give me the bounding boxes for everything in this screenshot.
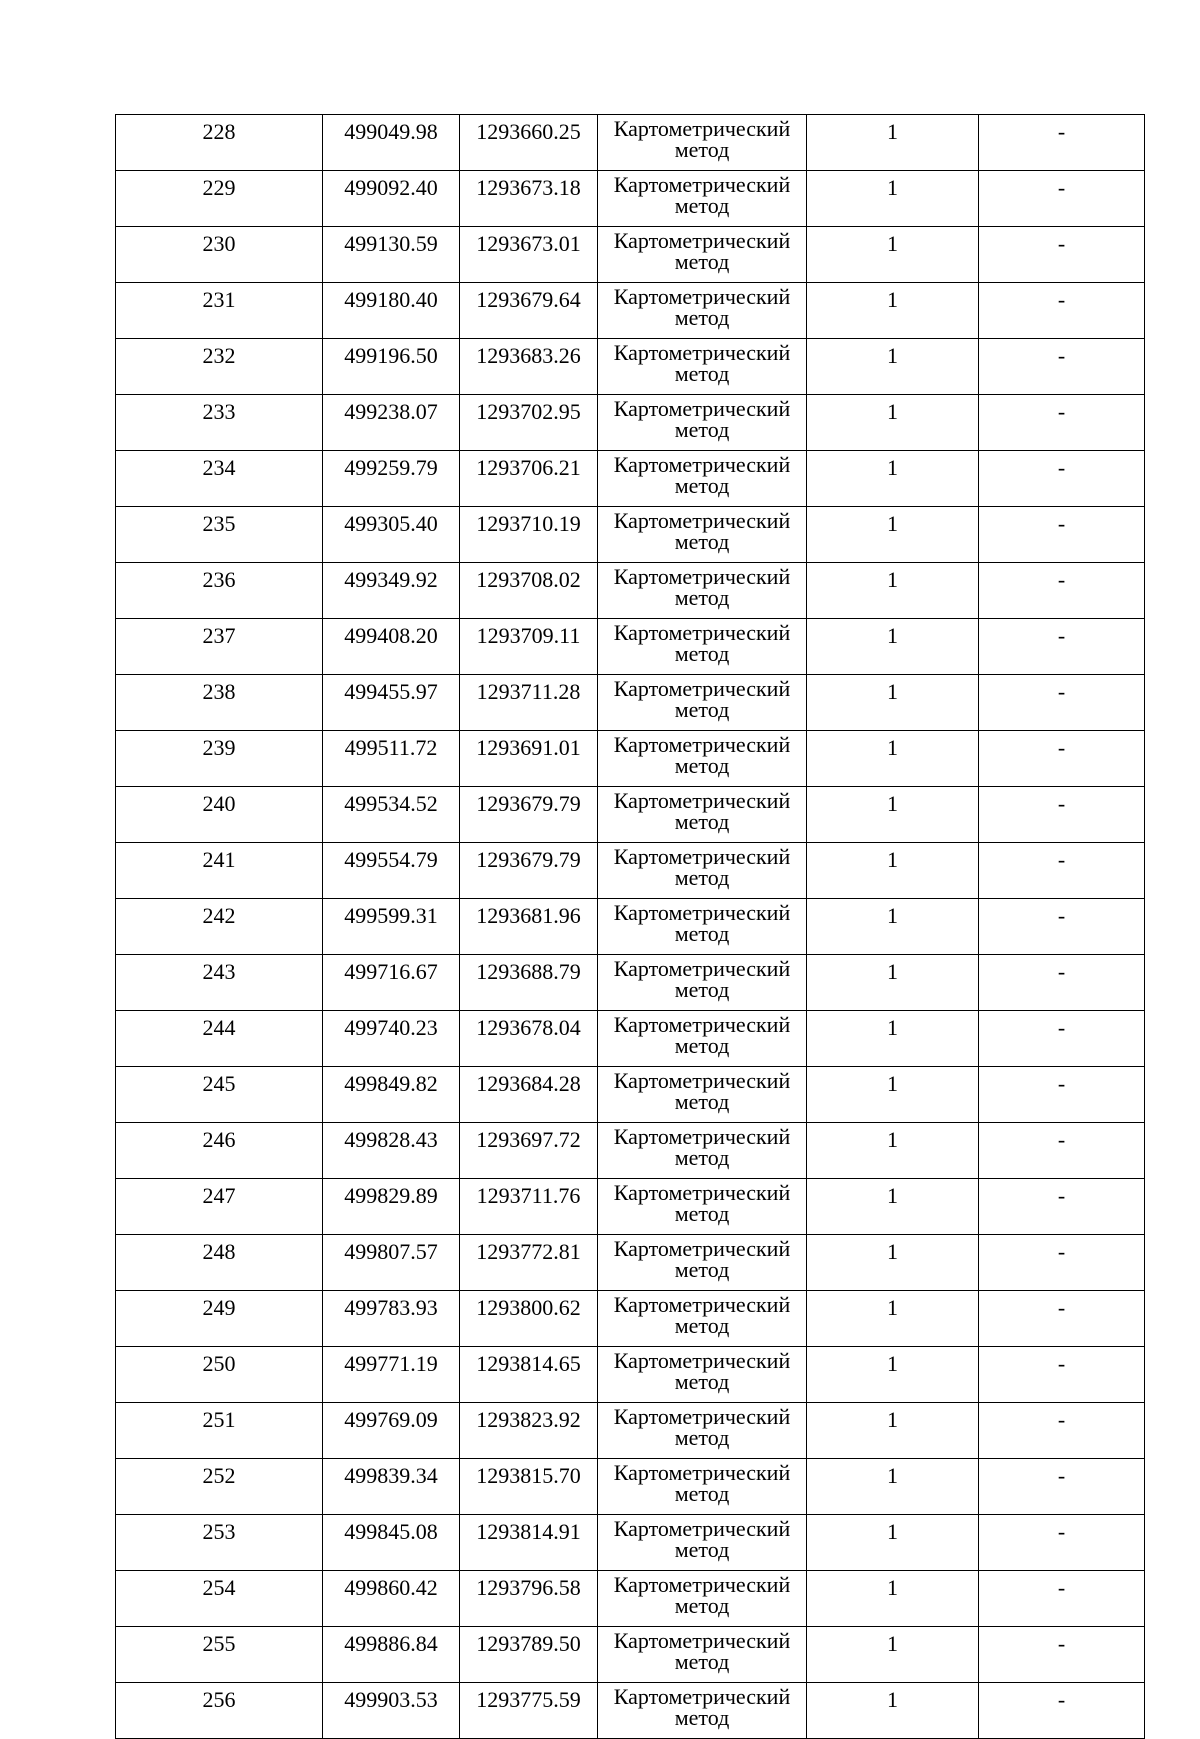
method-text-line2: метод [674, 193, 730, 218]
table-row [116, 563, 1145, 619]
table-row [116, 395, 1145, 451]
table-row [116, 283, 1145, 339]
note-cell: - [979, 1347, 1145, 1403]
point-number-cell: 233 [116, 395, 323, 451]
method-text-line1: Картометрический [613, 1012, 791, 1037]
x-coordinate-cell: 499305.40 [323, 507, 460, 563]
y-coordinate-cell: 1293706.21 [460, 451, 598, 507]
method-text-line1: Картометрический [613, 788, 791, 813]
note-cell: - [979, 787, 1145, 843]
precision-cell: 1 [807, 1235, 979, 1291]
precision-cell: 1 [807, 1011, 979, 1067]
x-coordinate-cell: 499092.40 [323, 171, 460, 227]
method-text-line2: метод [674, 1425, 730, 1450]
point-number-cell: 242 [116, 899, 323, 955]
note-cell: - [979, 227, 1145, 283]
point-number-cell: 228 [116, 115, 323, 171]
precision-cell: 1 [807, 1347, 979, 1403]
method-text-line2: метод [674, 361, 730, 386]
method-text-line2: метод [674, 1313, 730, 1338]
method-cell [598, 731, 807, 787]
precision-cell: 1 [807, 1627, 979, 1683]
point-number-cell: 255 [116, 1627, 323, 1683]
y-coordinate-cell: 1293789.50 [460, 1627, 598, 1683]
method-text-line1: Картометрический [613, 1180, 791, 1205]
method-text-line1: Картометрический [613, 1572, 791, 1597]
table-row [116, 843, 1145, 899]
y-coordinate-cell: 1293708.02 [460, 563, 598, 619]
precision-cell: 1 [807, 787, 979, 843]
y-coordinate-cell: 1293678.04 [460, 1011, 598, 1067]
y-coordinate-cell: 1293772.81 [460, 1235, 598, 1291]
table-row [116, 1571, 1145, 1627]
point-number-cell: 244 [116, 1011, 323, 1067]
x-coordinate-cell: 499049.98 [323, 115, 460, 171]
method-cell [598, 507, 807, 563]
method-text-line2: метод [674, 1369, 730, 1394]
table-row [116, 1011, 1145, 1067]
table-row [116, 787, 1145, 843]
note-cell: - [979, 675, 1145, 731]
table-row [116, 227, 1145, 283]
y-coordinate-cell: 1293679.79 [460, 843, 598, 899]
table-row [116, 1235, 1145, 1291]
y-coordinate-cell: 1293796.58 [460, 1571, 598, 1627]
table-row [116, 1459, 1145, 1515]
x-coordinate-cell: 499849.82 [323, 1067, 460, 1123]
method-text-line2: метод [674, 1593, 730, 1618]
method-cell [598, 1571, 807, 1627]
method-cell [598, 1515, 807, 1571]
precision-cell: 1 [807, 619, 979, 675]
note-cell: - [979, 1179, 1145, 1235]
point-number-cell: 245 [116, 1067, 323, 1123]
note-cell: - [979, 451, 1145, 507]
y-coordinate-cell: 1293711.28 [460, 675, 598, 731]
method-cell [598, 283, 807, 339]
precision-cell: 1 [807, 899, 979, 955]
method-text-line1: Картометрический [613, 732, 791, 757]
method-text-line1: Картометрический [613, 564, 791, 589]
y-coordinate-cell: 1293681.96 [460, 899, 598, 955]
x-coordinate-cell: 499769.09 [323, 1403, 460, 1459]
method-text-line2: метод [674, 585, 730, 610]
note-cell: - [979, 1123, 1145, 1179]
coordinates-table-body [116, 115, 1145, 1739]
note-cell: - [979, 1515, 1145, 1571]
precision-cell: 1 [807, 955, 979, 1011]
note-cell: - [979, 339, 1145, 395]
method-text-line2: метод [674, 809, 730, 834]
table-row [116, 1067, 1145, 1123]
method-cell [598, 1627, 807, 1683]
note-cell: - [979, 1291, 1145, 1347]
y-coordinate-cell: 1293688.79 [460, 955, 598, 1011]
y-coordinate-cell: 1293684.28 [460, 1067, 598, 1123]
precision-cell: 1 [807, 1067, 979, 1123]
coordinates-table [115, 114, 1145, 1739]
method-cell [598, 395, 807, 451]
method-text-line1: Картометрический [613, 1460, 791, 1485]
method-cell [598, 1179, 807, 1235]
y-coordinate-cell: 1293814.65 [460, 1347, 598, 1403]
note-cell: - [979, 1571, 1145, 1627]
point-number-cell: 229 [116, 171, 323, 227]
x-coordinate-cell: 499771.19 [323, 1347, 460, 1403]
method-text-line1: Картометрический [613, 900, 791, 925]
note-cell: - [979, 283, 1145, 339]
point-number-cell: 243 [116, 955, 323, 1011]
point-number-cell: 250 [116, 1347, 323, 1403]
method-cell [598, 619, 807, 675]
y-coordinate-cell: 1293673.18 [460, 171, 598, 227]
method-text-line1: Картометрический [613, 676, 791, 701]
method-text-line1: Картометрический [613, 284, 791, 309]
method-text-line1: Картометрический [613, 340, 791, 365]
x-coordinate-cell: 499829.89 [323, 1179, 460, 1235]
point-number-cell: 237 [116, 619, 323, 675]
table-row [116, 1627, 1145, 1683]
method-cell [598, 171, 807, 227]
note-cell: - [979, 171, 1145, 227]
method-cell [598, 451, 807, 507]
note-cell: - [979, 899, 1145, 955]
x-coordinate-cell: 499130.59 [323, 227, 460, 283]
precision-cell: 1 [807, 563, 979, 619]
method-cell [598, 1067, 807, 1123]
point-number-cell: 240 [116, 787, 323, 843]
note-cell: - [979, 1459, 1145, 1515]
point-number-cell: 238 [116, 675, 323, 731]
precision-cell: 1 [807, 843, 979, 899]
x-coordinate-cell: 499845.08 [323, 1515, 460, 1571]
x-coordinate-cell: 499238.07 [323, 395, 460, 451]
method-cell [598, 843, 807, 899]
x-coordinate-cell: 499349.92 [323, 563, 460, 619]
x-coordinate-cell: 499599.31 [323, 899, 460, 955]
point-number-cell: 248 [116, 1235, 323, 1291]
method-cell [598, 1347, 807, 1403]
method-text-line2: метод [674, 1145, 730, 1170]
y-coordinate-cell: 1293702.95 [460, 395, 598, 451]
y-coordinate-cell: 1293697.72 [460, 1123, 598, 1179]
note-cell: - [979, 955, 1145, 1011]
method-cell [598, 675, 807, 731]
method-cell [598, 955, 807, 1011]
note-cell: - [979, 1627, 1145, 1683]
point-number-cell: 241 [116, 843, 323, 899]
note-cell: - [979, 507, 1145, 563]
x-coordinate-cell: 499828.43 [323, 1123, 460, 1179]
precision-cell: 1 [807, 451, 979, 507]
x-coordinate-cell: 499408.20 [323, 619, 460, 675]
method-text-line2: метод [674, 1257, 730, 1282]
table-row [116, 955, 1145, 1011]
table-row [116, 339, 1145, 395]
method-text-line2: метод [674, 249, 730, 274]
method-text-line1: Картометрический [613, 1516, 791, 1541]
x-coordinate-cell: 499196.50 [323, 339, 460, 395]
method-text-line2: метод [674, 1201, 730, 1226]
point-number-cell: 256 [116, 1683, 323, 1739]
y-coordinate-cell: 1293660.25 [460, 115, 598, 171]
point-number-cell: 232 [116, 339, 323, 395]
method-text-line2: метод [674, 753, 730, 778]
y-coordinate-cell: 1293814.91 [460, 1515, 598, 1571]
note-cell: - [979, 1403, 1145, 1459]
method-text-line2: метод [674, 305, 730, 330]
table-row [116, 171, 1145, 227]
method-cell [598, 1291, 807, 1347]
method-cell [598, 1403, 807, 1459]
table-row [116, 1291, 1145, 1347]
y-coordinate-cell: 1293691.01 [460, 731, 598, 787]
y-coordinate-cell: 1293679.79 [460, 787, 598, 843]
y-coordinate-cell: 1293683.26 [460, 339, 598, 395]
method-text-line1: Картометрический [613, 116, 791, 141]
method-text-line1: Картометрический [613, 1404, 791, 1429]
precision-cell: 1 [807, 1683, 979, 1739]
precision-cell: 1 [807, 395, 979, 451]
y-coordinate-cell: 1293815.70 [460, 1459, 598, 1515]
table-row [116, 619, 1145, 675]
method-text-line1: Картометрический [613, 1124, 791, 1149]
table-row [116, 675, 1145, 731]
method-text-line2: метод [674, 529, 730, 554]
x-coordinate-cell: 499886.84 [323, 1627, 460, 1683]
y-coordinate-cell: 1293710.19 [460, 507, 598, 563]
y-coordinate-cell: 1293673.01 [460, 227, 598, 283]
x-coordinate-cell: 499839.34 [323, 1459, 460, 1515]
precision-cell: 1 [807, 1179, 979, 1235]
method-cell [598, 1459, 807, 1515]
precision-cell: 1 [807, 1123, 979, 1179]
method-text-line2: метод [674, 641, 730, 666]
table-row [116, 1123, 1145, 1179]
method-text-line2: метод [674, 865, 730, 890]
table-row [116, 731, 1145, 787]
x-coordinate-cell: 499554.79 [323, 843, 460, 899]
method-text-line1: Картометрический [613, 1236, 791, 1261]
method-cell [598, 563, 807, 619]
point-number-cell: 231 [116, 283, 323, 339]
table-row [116, 899, 1145, 955]
note-cell: - [979, 115, 1145, 171]
y-coordinate-cell: 1293709.11 [460, 619, 598, 675]
method-text-line1: Картометрический [613, 844, 791, 869]
y-coordinate-cell: 1293800.62 [460, 1291, 598, 1347]
point-number-cell: 236 [116, 563, 323, 619]
x-coordinate-cell: 499716.67 [323, 955, 460, 1011]
method-text-line2: метод [674, 417, 730, 442]
precision-cell: 1 [807, 283, 979, 339]
x-coordinate-cell: 499259.79 [323, 451, 460, 507]
precision-cell: 1 [807, 507, 979, 563]
precision-cell: 1 [807, 731, 979, 787]
note-cell: - [979, 619, 1145, 675]
precision-cell: 1 [807, 115, 979, 171]
note-cell: - [979, 1067, 1145, 1123]
method-text-line2: метод [674, 1537, 730, 1562]
note-cell: - [979, 843, 1145, 899]
x-coordinate-cell: 499511.72 [323, 731, 460, 787]
method-text-line2: метод [674, 1033, 730, 1058]
method-text-line1: Картометрический [613, 508, 791, 533]
y-coordinate-cell: 1293711.76 [460, 1179, 598, 1235]
method-text-line2: метод [674, 1705, 730, 1730]
table-row [116, 451, 1145, 507]
x-coordinate-cell: 499807.57 [323, 1235, 460, 1291]
method-text-line1: Картометрический [613, 228, 791, 253]
y-coordinate-cell: 1293679.64 [460, 283, 598, 339]
precision-cell: 1 [807, 171, 979, 227]
precision-cell: 1 [807, 1459, 979, 1515]
precision-cell: 1 [807, 1403, 979, 1459]
x-coordinate-cell: 499534.52 [323, 787, 460, 843]
table-row [116, 115, 1145, 171]
method-cell [598, 1235, 807, 1291]
precision-cell: 1 [807, 339, 979, 395]
x-coordinate-cell: 499180.40 [323, 283, 460, 339]
method-text-line2: метод [674, 1649, 730, 1674]
method-cell [598, 227, 807, 283]
y-coordinate-cell: 1293823.92 [460, 1403, 598, 1459]
method-cell [598, 1011, 807, 1067]
method-text-line2: метод [674, 977, 730, 1002]
method-text-line1: Картометрический [613, 452, 791, 477]
method-text-line1: Картометрический [613, 1348, 791, 1373]
method-cell [598, 899, 807, 955]
method-text-line2: метод [674, 137, 730, 162]
x-coordinate-cell: 499455.97 [323, 675, 460, 731]
method-cell [598, 1123, 807, 1179]
point-number-cell: 254 [116, 1571, 323, 1627]
table-row [116, 1347, 1145, 1403]
table-row [116, 1683, 1145, 1739]
note-cell: - [979, 1235, 1145, 1291]
precision-cell: 1 [807, 1515, 979, 1571]
method-text-line1: Картометрический [613, 620, 791, 645]
point-number-cell: 230 [116, 227, 323, 283]
table-row [116, 1179, 1145, 1235]
method-text-line1: Картометрический [613, 1684, 791, 1709]
note-cell: - [979, 731, 1145, 787]
x-coordinate-cell: 499740.23 [323, 1011, 460, 1067]
method-text-line2: метод [674, 1089, 730, 1114]
method-cell [598, 115, 807, 171]
point-number-cell: 234 [116, 451, 323, 507]
point-number-cell: 247 [116, 1179, 323, 1235]
method-text-line2: метод [674, 1481, 730, 1506]
point-number-cell: 253 [116, 1515, 323, 1571]
note-cell: - [979, 1683, 1145, 1739]
point-number-cell: 246 [116, 1123, 323, 1179]
point-number-cell: 249 [116, 1291, 323, 1347]
method-text-line1: Картометрический [613, 396, 791, 421]
method-text-line1: Картометрический [613, 956, 791, 981]
point-number-cell: 251 [116, 1403, 323, 1459]
precision-cell: 1 [807, 227, 979, 283]
point-number-cell: 252 [116, 1459, 323, 1515]
x-coordinate-cell: 499783.93 [323, 1291, 460, 1347]
table-row [116, 1403, 1145, 1459]
note-cell: - [979, 563, 1145, 619]
method-text-line2: метод [674, 473, 730, 498]
method-text-line2: метод [674, 921, 730, 946]
x-coordinate-cell: 499903.53 [323, 1683, 460, 1739]
x-coordinate-cell: 499860.42 [323, 1571, 460, 1627]
point-number-cell: 239 [116, 731, 323, 787]
precision-cell: 1 [807, 675, 979, 731]
method-cell [598, 339, 807, 395]
method-cell [598, 1683, 807, 1739]
precision-cell: 1 [807, 1291, 979, 1347]
y-coordinate-cell: 1293775.59 [460, 1683, 598, 1739]
method-text-line1: Картометрический [613, 172, 791, 197]
point-number-cell: 235 [116, 507, 323, 563]
note-cell: - [979, 395, 1145, 451]
method-text-line1: Картометрический [613, 1628, 791, 1653]
table-row [116, 1515, 1145, 1571]
note-cell: - [979, 1011, 1145, 1067]
method-text-line2: метод [674, 697, 730, 722]
table-row [116, 507, 1145, 563]
precision-cell: 1 [807, 1571, 979, 1627]
method-cell [598, 787, 807, 843]
method-text-line1: Картометрический [613, 1068, 791, 1093]
method-text-line1: Картометрический [613, 1292, 791, 1317]
